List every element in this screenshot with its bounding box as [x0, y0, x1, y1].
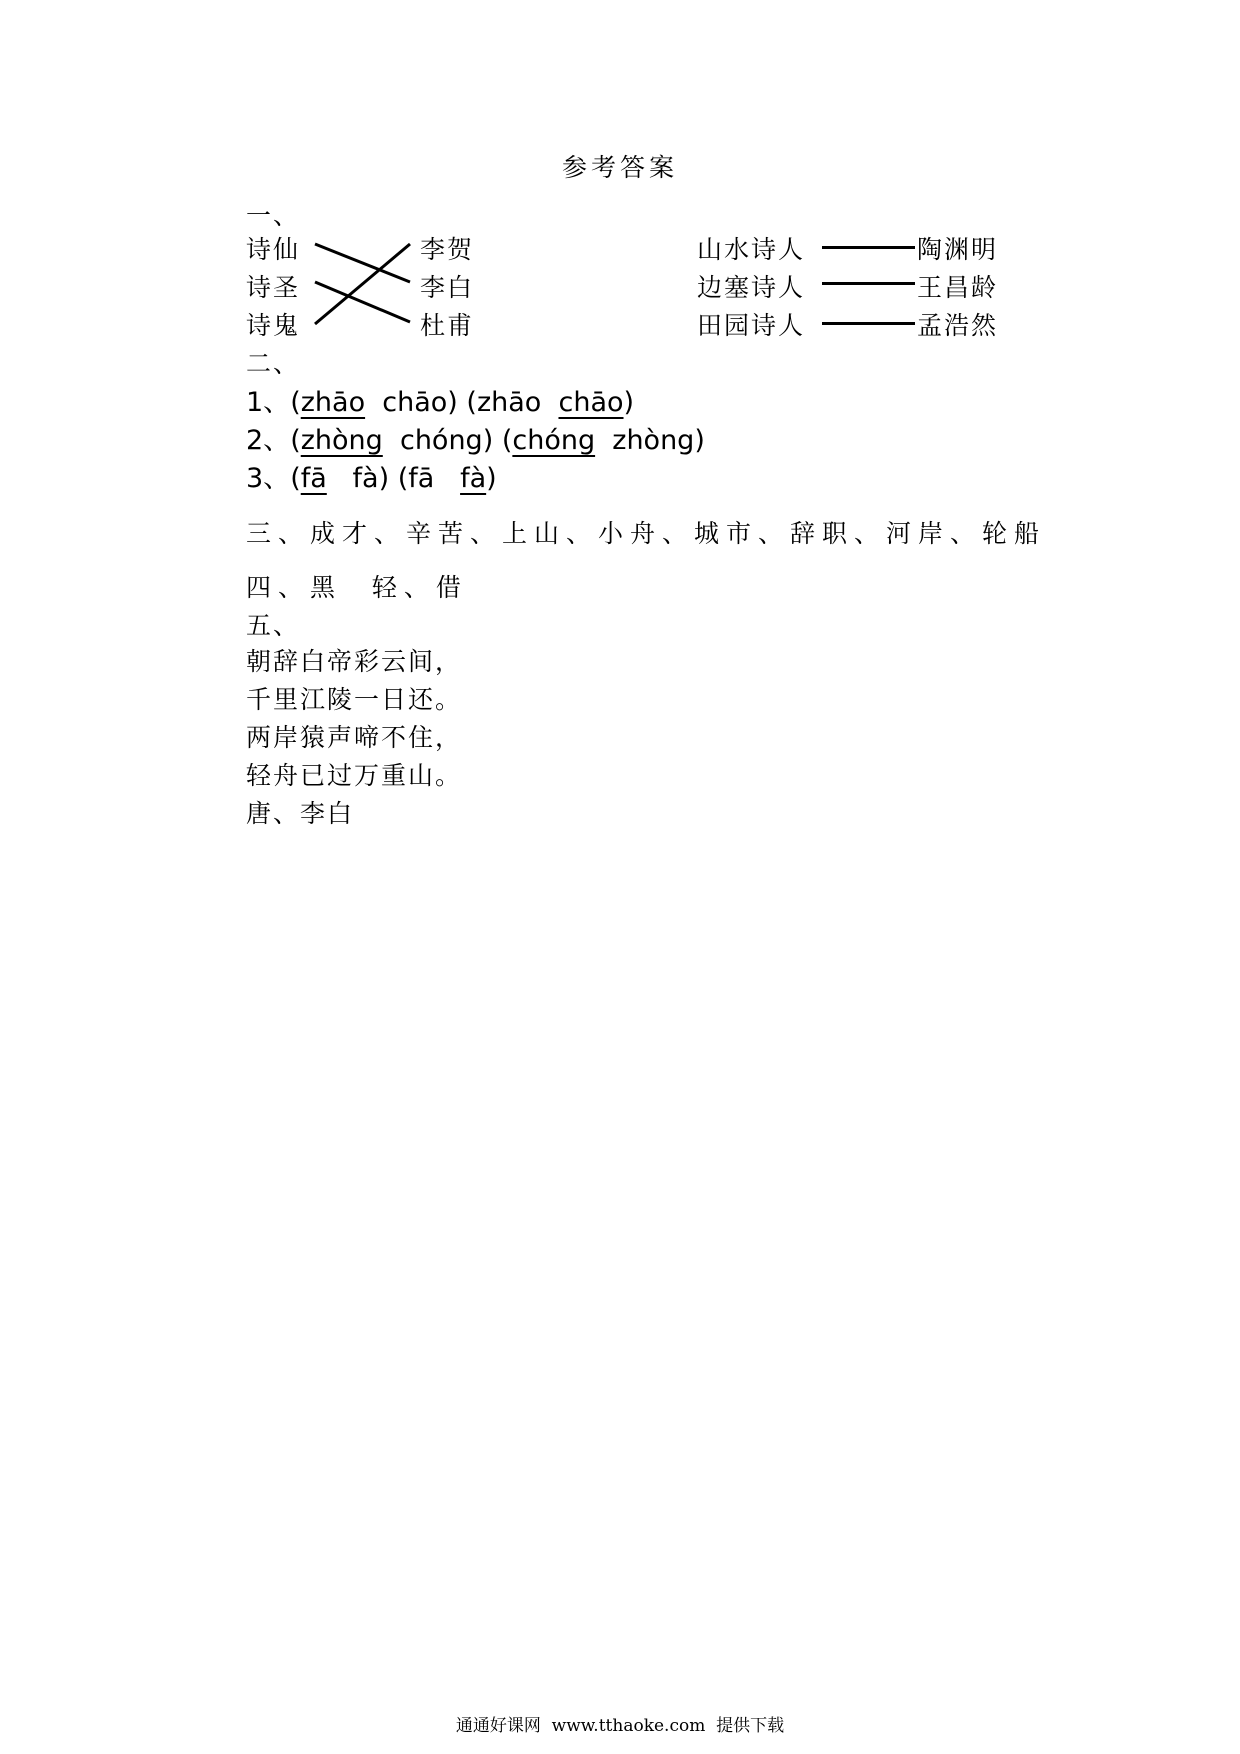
pinyin-option: chāo [382, 387, 448, 418]
line-number: 3、 [246, 463, 291, 494]
section-1-heading: 一、 [246, 201, 301, 230]
footer-text: 通通好课网 www.tthaoke.com 提供下载 [455, 1716, 785, 1736]
poet-right-2: 王昌龄 [917, 273, 999, 302]
line-number: 1、 [246, 387, 291, 418]
poet-type-3: 田园诗人 [697, 311, 806, 340]
pinyin-option: fā [408, 463, 435, 494]
pinyin-answer: zhòng [300, 425, 383, 456]
paren: ( [290, 387, 301, 418]
title-item-3: 诗鬼 [246, 311, 301, 340]
pinyin-answer: chāo [558, 387, 624, 418]
section-4-answer: 四、黑 轻、借 [246, 573, 468, 602]
poem-line-3: 两岸猿声啼不住， [246, 723, 463, 752]
line-number: 2、 [246, 425, 291, 456]
title-item-2: 诗圣 [246, 273, 301, 302]
pinyin-option: fà [352, 463, 379, 494]
poet-name-3: 杜甫 [420, 311, 475, 340]
pinyin-answer: chóng [512, 425, 596, 456]
poet-type-2: 边塞诗人 [697, 273, 806, 302]
pinyin-line-3: 3、(fā fà) (fā fà) [246, 463, 497, 494]
pinyin-answer: fā [300, 463, 327, 494]
poem-attribution: 唐、李白 [246, 799, 355, 828]
pinyin-answer: fà [460, 463, 487, 494]
title-item-1: 诗仙 [246, 235, 301, 264]
poet-type-1: 山水诗人 [697, 235, 806, 264]
pinyin-answer: zhāo [300, 387, 366, 418]
section-2-heading: 二、 [246, 349, 301, 378]
page-title: 参考答案 [561, 153, 678, 182]
poem-line-2: 千里江陵一日还。 [246, 685, 463, 714]
section-3-answer: 三、成才、辛苦、上山、小舟、城市、辞职、河岸、轮船 [246, 519, 1047, 548]
poet-right-1: 陶渊明 [917, 235, 999, 264]
connector-line-2 [822, 282, 915, 285]
pinyin-option: zhāo [476, 387, 542, 418]
poet-name-2: 李白 [420, 273, 475, 302]
connector-line-1 [822, 246, 915, 249]
pinyin-line-2: 2、(zhòng chóng) (chóng zhòng) [246, 425, 705, 456]
pinyin-option: chóng [399, 425, 483, 456]
poem-line-1: 朝辞白帝彩云间， [246, 647, 463, 676]
pinyin-option: zhòng [612, 425, 695, 456]
poet-right-3: 孟浩然 [917, 311, 999, 340]
connector-line-3 [822, 322, 915, 325]
matching-lines [310, 236, 420, 336]
poet-name-1: 李贺 [420, 235, 475, 264]
pinyin-line-1: 1、(zhāo chāo) (zhāo chāo) [246, 387, 635, 418]
poem-line-4: 轻舟已过万重山。 [246, 761, 463, 790]
section-5-heading: 五、 [246, 611, 301, 640]
